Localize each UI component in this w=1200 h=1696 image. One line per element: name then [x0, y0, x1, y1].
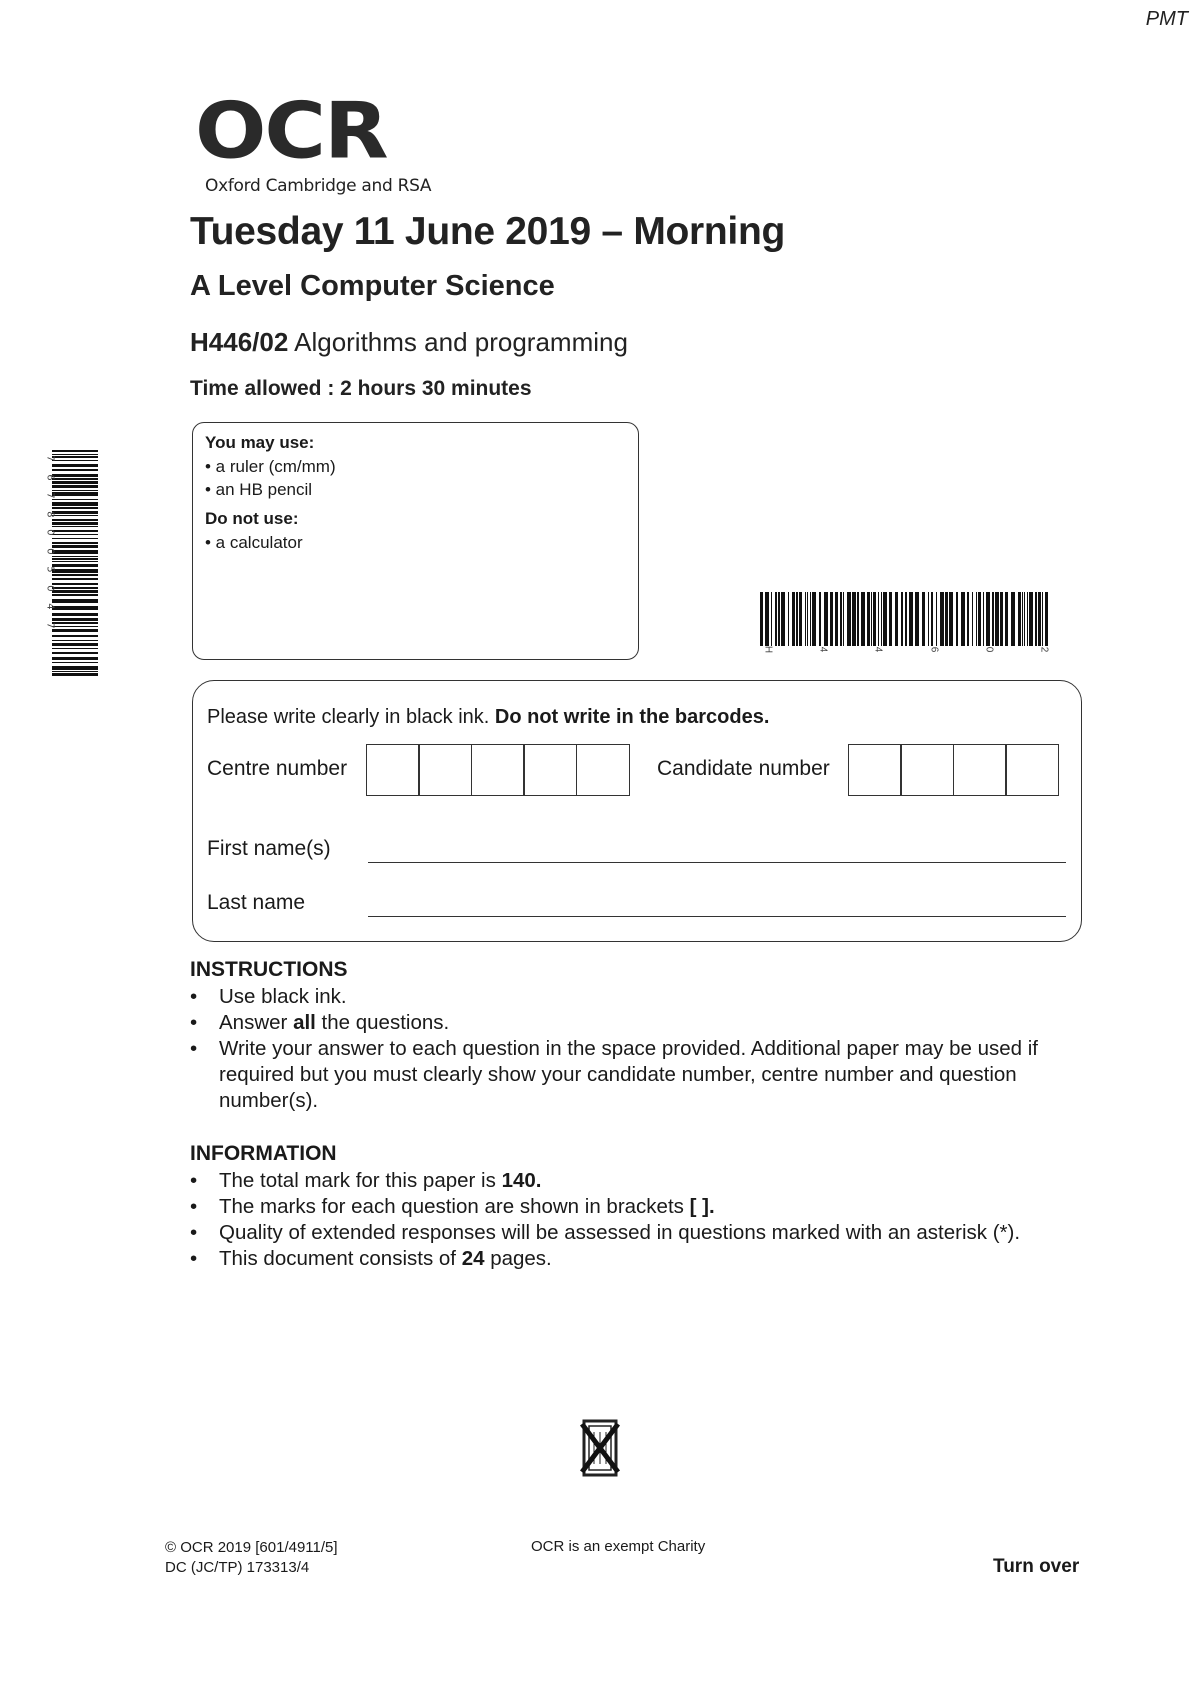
list-item: • This document consists of 24 pages. — [190, 1246, 1090, 1272]
candidate-number-cell[interactable] — [1005, 744, 1059, 796]
side-barcode-icon — [52, 450, 98, 676]
last-name-field[interactable] — [368, 916, 1066, 917]
charity-note: OCR is an exempt Charity — [531, 1538, 706, 1555]
side-barcode-digits: 7 6 7 8 0 0 5 0 4 7 — [44, 455, 56, 629]
information-list — [190, 1168, 1090, 1272]
centre-number-cell[interactable] — [366, 744, 420, 796]
centre-number-label: Centre number — [207, 757, 348, 780]
paper-title: Algorithms and programming — [294, 327, 628, 357]
footer-copyright — [165, 1538, 338, 1578]
exam-date: Tuesday 11 June 2019 – Morning — [190, 210, 786, 253]
logo-wordmark: OCR — [195, 85, 387, 176]
exam-code-line — [190, 327, 628, 358]
candidate-number-cell[interactable] — [900, 744, 954, 796]
last-name-label: Last name — [207, 891, 306, 914]
crossed-box-icon — [578, 1418, 622, 1478]
candidate-number-cell[interactable] — [848, 744, 902, 796]
instructions-list — [190, 984, 1090, 1114]
time-allowed: Time allowed : 2 hours 30 minutes — [190, 377, 532, 400]
equipment-box — [192, 422, 639, 660]
list-item: • The total mark for this paper is 140. — [190, 1168, 1090, 1194]
list-item: • Use black ink. — [190, 984, 1090, 1010]
instructions-heading: INSTRUCTIONS — [190, 958, 348, 981]
centre-number-cell[interactable] — [471, 744, 525, 796]
paper-barcode-icon — [760, 592, 1048, 646]
ocr-logo — [195, 85, 455, 202]
may-use-item: • an HB pencil — [205, 480, 313, 499]
first-name-label: First name(s) — [207, 837, 331, 860]
exam-subject: A Level Computer Science — [190, 270, 555, 302]
list-item: • Quality of extended responses will be assessed in questions marked with an asterisk (*). — [190, 1220, 1090, 1246]
candidate-number-field[interactable] — [849, 744, 1059, 796]
copyright-text: © OCR 2019 [601/4911/5] — [165, 1539, 338, 1556]
list-item: • Answer all the questions. — [190, 1010, 1090, 1036]
dc-code: DC (JC/TP) 173313/4 — [165, 1559, 310, 1576]
centre-number-cell[interactable] — [523, 744, 577, 796]
do-not-use-item: • a calculator — [205, 533, 303, 552]
information-heading: INFORMATION — [190, 1142, 337, 1165]
do-not-use-heading: Do not use: — [205, 509, 299, 528]
turn-over-label: Turn over — [993, 1556, 1080, 1577]
list-item: • Write your answer to each question in the space provided. Additional paper may be used if required but you must clearly show your candidate number, centre number and question number(s). — [190, 1036, 1090, 1114]
candidate-number-cell[interactable] — [953, 744, 1007, 796]
centre-number-cell[interactable] — [576, 744, 630, 796]
paper-barcode-digits: H 4 4 6 0 2 — [762, 645, 1050, 654]
ink-note: Please write clearly in black ink. Do not write in the barcodes. — [207, 706, 770, 728]
candidate-number-label: Candidate number — [657, 757, 830, 780]
first-name-field[interactable] — [368, 862, 1066, 863]
logo-subtitle: Oxford Cambridge and RSA — [205, 176, 432, 196]
exam-code: H446/02 — [190, 327, 289, 357]
may-use-heading: You may use: — [205, 433, 315, 452]
centre-number-cell[interactable] — [418, 744, 472, 796]
corner-mark: PMT — [1145, 8, 1188, 30]
list-item: • The marks for each question are shown in brackets [ ]. — [190, 1194, 1090, 1220]
may-use-item: • a ruler (cm/mm) — [205, 457, 336, 476]
centre-number-field[interactable] — [367, 744, 630, 796]
